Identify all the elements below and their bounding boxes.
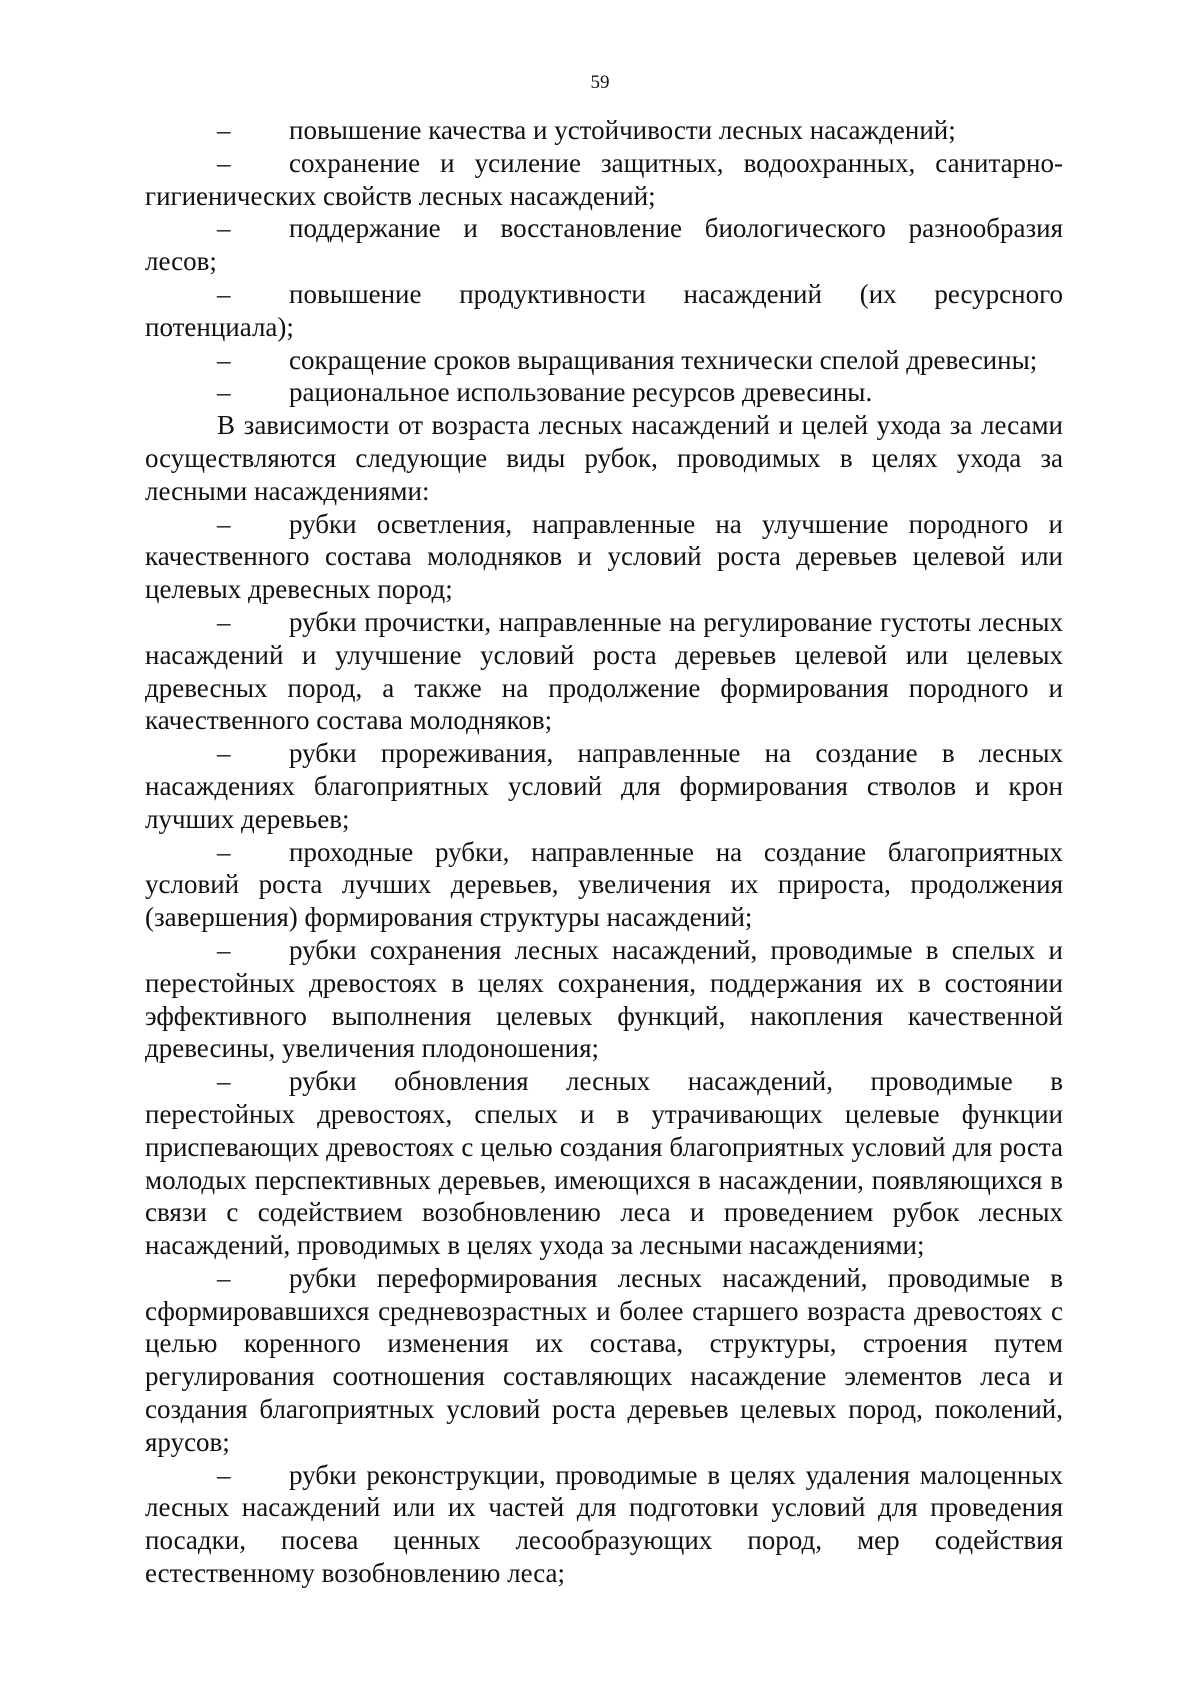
list-dash: – bbox=[217, 377, 231, 408]
list-dash: – bbox=[217, 147, 231, 178]
paragraph-text: рубки переформирования лесных насаждений, проводимые в сформировавшихся средневозрастных и более старшего возраста древостоях с целью коренного изменения их состава, структуры, строения путем регулирования соотношения составляющих насаждение элементов леса и создания благоприятных условий роста деревьев целевых пород, поколений, ярусов; bbox=[145, 1262, 1063, 1457]
list-dash: – bbox=[217, 606, 231, 637]
list-item bbox=[145, 1262, 1063, 1459]
paragraph-text: проходные рубки, направленные на создание благоприятных условий роста лучших деревьев, увеличения их прироста, продолжения (завершения) формирования структуры насаждений; bbox=[145, 836, 1063, 933]
list-dash: – bbox=[217, 344, 231, 375]
list-item bbox=[145, 278, 1063, 344]
paragraph-text: рубки сохранения лесных насаждений, проводимые в спелых и перестойных древостоях в целях сохранения, поддержания их в состоянии эффективного выполнения целевых функций, накопления качественной древесины, увеличения плодоношения; bbox=[145, 934, 1063, 1064]
list-item bbox=[145, 376, 1063, 409]
paragraph-text: рубки прочистки, направленные на регулирование густоты лесных насаждений и улучшение условий роста деревьев целевой или целевых древесных пород, а также на продолжение формирования породного и качественного состава молодняков; bbox=[145, 606, 1063, 736]
list-dash: – bbox=[217, 1066, 231, 1097]
list-dash: – bbox=[217, 738, 231, 769]
list-dash: – bbox=[217, 508, 231, 539]
list-dash: – bbox=[217, 213, 231, 244]
paragraph-text: рубки прореживания, направленные на создание в лесных насаждениях благоприятных условий для формирования стволов и крон лучших деревьев; bbox=[145, 738, 1063, 834]
paragraph-text: поддержание и восстановление биологического разнообразия лесов; bbox=[145, 213, 1063, 277]
list-item bbox=[145, 737, 1063, 835]
paragraph-text: повышение качества и устойчивости лесных насаждений; bbox=[289, 115, 956, 145]
list-item bbox=[145, 147, 1063, 213]
paragraph-text: рубки реконструкции, проводимые в целях удаления малоценных лесных насаждений или их частей для подготовки условий для проведения посадки, посева ценных лесообразующих пород, мер содействия естественному возобновлению леса; bbox=[145, 1459, 1063, 1589]
paragraph-text: рубки осветления, направленные на улучшение породного и качественного состава молодняков и условий роста деревьев целевой или целевых древесных пород; bbox=[145, 508, 1063, 605]
list-dash: – bbox=[217, 836, 231, 867]
list-dash: – bbox=[217, 1459, 231, 1490]
paragraph-text: рациональное использование ресурсов древесины. bbox=[289, 377, 873, 408]
list-item bbox=[145, 1065, 1063, 1262]
body-paragraph: В зависимости от возраста лесных насаждений и целей ухода за лесами осуществляются следующие виды рубок, проводимых в целях ухода за лесными насаждениями: bbox=[145, 410, 1063, 506]
list-item bbox=[145, 114, 1063, 147]
list-dash: – bbox=[217, 278, 231, 309]
list-dash: – bbox=[217, 1262, 231, 1293]
paragraph-text: рубки обновления лесных насаждений, проводимые в перестойных древостоях, спелых и в утрачивающих целевые функции приспевающих древостоях с целью создания благоприятных условий для роста молодых перспективных деревьев, имеющихся в насаждении, появляющихся в связи с содействием возобновлению леса и проведением рубок лесных насаждений, проводимых в целях ухода за лесными насаждениями; bbox=[145, 1066, 1063, 1261]
page-number: 59 bbox=[590, 72, 610, 93]
list-dash: – bbox=[217, 115, 231, 145]
list-item bbox=[145, 344, 1063, 377]
list-item bbox=[145, 508, 1063, 606]
paragraph-text: сохранение и усиление защитных, водоохранных, санитарно-гигиенических свойств лесных насаждений; bbox=[145, 147, 1063, 211]
list-item bbox=[145, 212, 1063, 278]
list-dash: – bbox=[217, 934, 231, 965]
list-item bbox=[145, 836, 1063, 934]
list-item bbox=[145, 606, 1063, 737]
document-body bbox=[145, 114, 1063, 1590]
paragraph-text: сокращение сроков выращивания технически спелой древесины; bbox=[289, 344, 1038, 375]
list-item bbox=[145, 1459, 1063, 1590]
list-item bbox=[145, 934, 1063, 1065]
paragraph-text: повышение продуктивности насаждений (их ресурсного потенциала); bbox=[145, 278, 1063, 342]
